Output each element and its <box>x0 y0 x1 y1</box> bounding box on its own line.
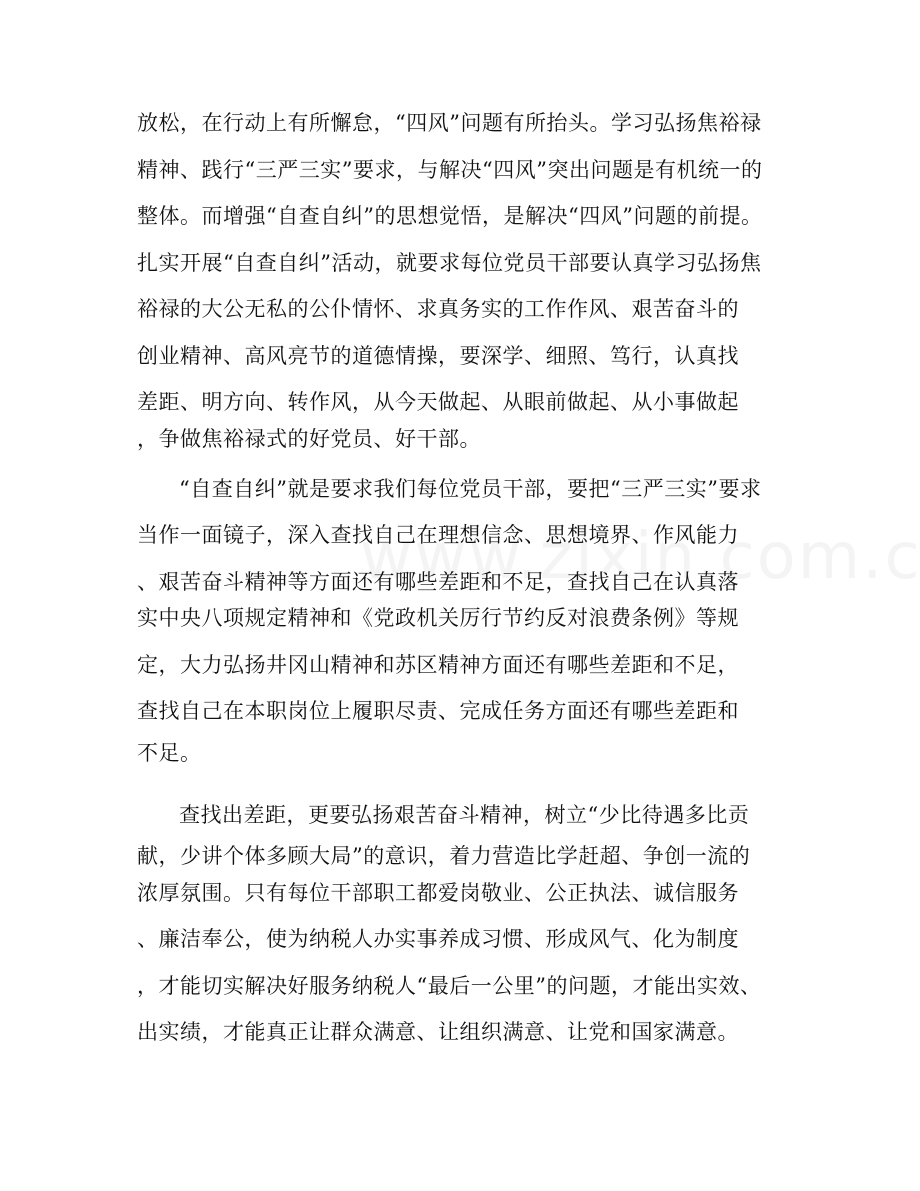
paragraph-2-line-7: 不足。 <box>137 741 202 765</box>
paragraph-1-line-3: 整体。而增强“自查自纠”的思想觉悟，是解决“四风”问题的前提。 <box>137 204 763 228</box>
paragraph-2-line-2: 当作一面镜子，深入查找自己在理想信念、思想境界、作风能力 <box>137 523 739 547</box>
paragraph-2-line-3: 、艰苦奋斗精神等方面还有哪些差距和不足，查找自己在认真落 <box>137 570 739 594</box>
paragraph-1-line-1: 放松，在行动上有所懈怠，“四风”问题有所抬头。学习弘扬焦裕禄 <box>137 111 762 135</box>
paragraph-1-line-5: 裕禄的大公无私的公仆情怀、求真务实的工作作风、艰苦奋斗的 <box>137 297 739 321</box>
paragraph-1-line-6: 创业精神、高风亮节的道德情操，要深学、细照、笃行，认真找 <box>137 344 739 368</box>
paragraph-2-line-6: 查找自己在本职岗位上履职尽责、完成任务方面还有哪些差距和 <box>137 699 739 723</box>
paragraph-1-line-2: 精神、践行“三严三实”要求，与解决“四风”突出问题是有机统一的 <box>137 158 763 182</box>
paragraph-2-line-4: 实中央八项规定精神和《党政机关厉行节约反对浪费条例》等规 <box>137 606 739 630</box>
paragraph-2-line-5: 定，大力弘扬井冈山精神和苏区精神方面还有哪些差距和不足， <box>137 653 739 677</box>
paragraph-1-line-4: 扎实开展“自查自纠”活动，就要求每位党员干部要认真学习弘扬焦 <box>137 251 762 275</box>
paragraph-3-line-5: ，才能切实解决好服务纳税人“最后一公里”的问题，才能出实效、 <box>137 974 762 998</box>
paragraph-3-line-6: 出实绩，才能真正让群众满意、让组织满意、让党和国家满意。 <box>137 1020 739 1044</box>
paragraph-3-line-1: 查找出差距，更要弘扬艰苦奋斗精神，树立“少比待遇多比贡 <box>179 803 750 827</box>
paragraph-3-line-3: 浓厚氛围。只有每位干部职工都爱岗敬业、公正执法、诚信服务 <box>137 881 739 905</box>
paragraph-1-line-7: 差距、明方向、转作风，从今天做起、从眼前做起、从小事做起 <box>137 390 739 414</box>
paragraph-1-line-8: ，争做焦裕禄式的好党员、好干部。 <box>137 427 481 451</box>
paragraph-3-line-2: 献，少讲个体多顾大局”的意识，着力营造比学赶超、争创一流的 <box>137 844 751 868</box>
paragraph-2-line-1: “自查自纠”就是要求我们每位党员干部，要把“三严三实”要求 <box>179 477 762 501</box>
paragraph-3-line-4: 、廉洁奉公，使为纳税人办实事养成习惯、形成风气、化为制度 <box>137 927 739 951</box>
